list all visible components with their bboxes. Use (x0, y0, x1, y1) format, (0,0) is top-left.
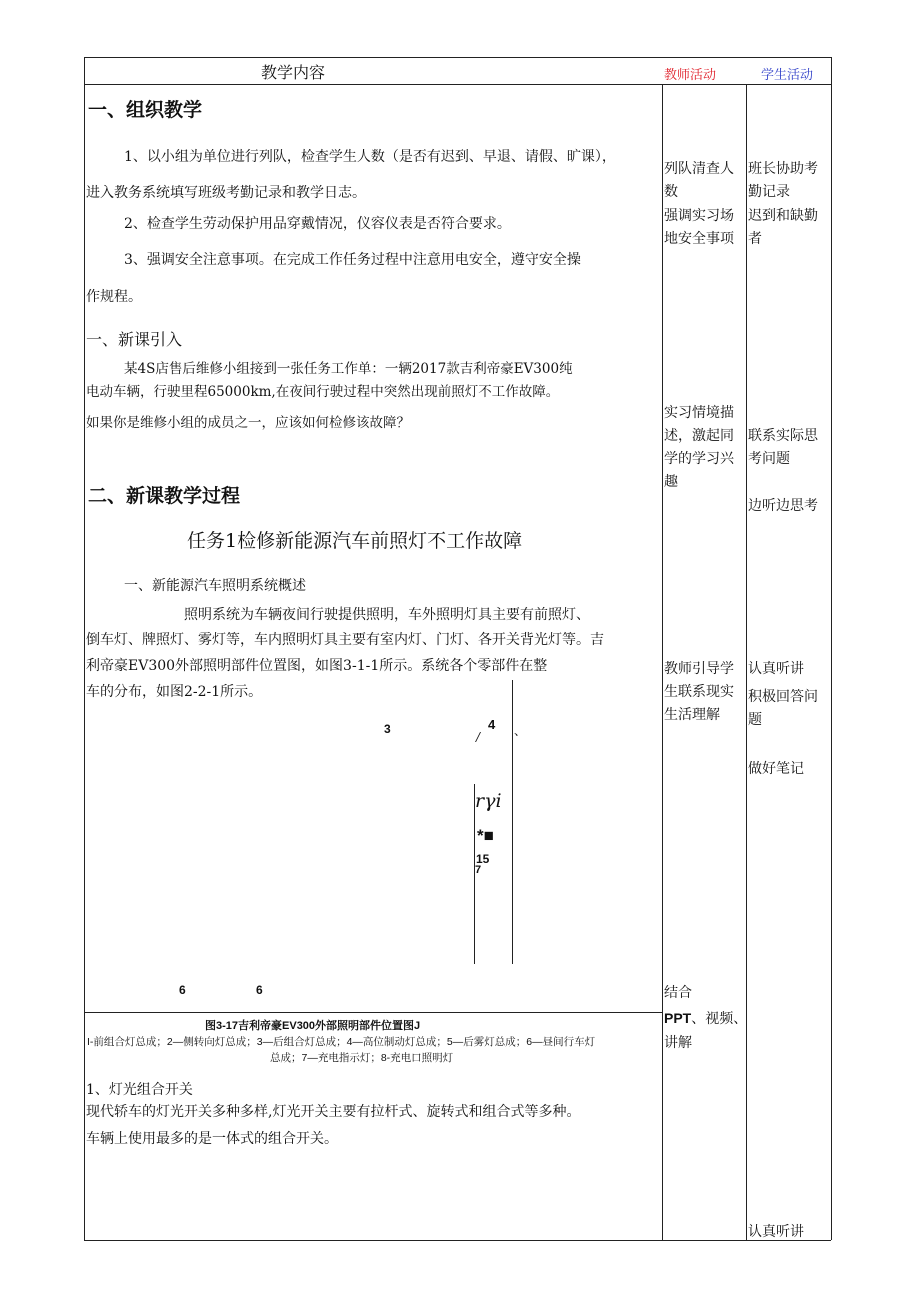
teacher-activity-video: 、视频、 (691, 1011, 748, 1027)
student-col-border (746, 84, 747, 1240)
lighting-body-line-1: 照明系统为车辆夜间行驶提供照明，车外照明灯具主要有前照灯、 (184, 607, 590, 623)
header-teacher-label: 教师活动 (664, 68, 717, 83)
figure-caption-line-2: 总成；7—充电指示灯；8-充电口照明灯 (270, 1052, 454, 1064)
light-switch-line-2: 车辆上使用最多的是一体式的组合开关。 (86, 1131, 338, 1147)
intro-line-2: 电动车辆，行驶里程65000km,在夜间行驶过程中突然出现前照灯不工作故障。 (86, 384, 560, 400)
organize-item-3-line-2: 作规程。 (86, 289, 142, 305)
figure-label-3: 3 (384, 722, 391, 736)
header-student-label: 学生活动 (761, 68, 814, 83)
header-row-border (84, 84, 831, 85)
figure-label-6a: 6 (179, 983, 186, 997)
light-switch-line-1: 现代轿车的灯光开关多种多样,灯光开关主要有拉杆式、旋转式和组合式等多种。 (86, 1104, 581, 1120)
teacher-activity-safety: 强调实习场地安全事项 (664, 208, 734, 247)
student-activity-listen-think: 边听边思考 (748, 498, 818, 514)
light-switch-heading: 1、灯光组合开关 (86, 1082, 193, 1098)
teacher-activity-ppt: PPT (664, 1010, 692, 1026)
teacher-col-border (662, 84, 663, 1240)
lighting-body-line-3: 利帝豪EV300外部照明部件位置图，如图3-1-1所示。系统各个零部件在整 (86, 658, 548, 674)
figure-label-7: 7 (475, 864, 482, 876)
figure-line-right (512, 680, 513, 964)
teacher-activity-attendance: 列队清查人数 (664, 161, 734, 200)
organize-item-2: 2、检查学生劳动保护用品穿戴情况，仪容仪表是否符合要求。 (124, 216, 511, 232)
lighting-body-line-2: 倒车灯、牌照灯、雾灯等，车内照明灯具主要有室内灯、门灯、各开关背光灯等。吉 (86, 632, 604, 648)
lighting-body-line-4: 车的分布，如图2-2-1所示。 (86, 684, 263, 700)
figure-comma: 、 (514, 724, 527, 738)
figure-glyph-star: *■ (477, 826, 494, 845)
intro-line-3: 如果你是维修小组的成员之一，应该如何检修该故障？ (86, 415, 410, 431)
table-bottom-border (84, 1240, 831, 1241)
student-activity-listen-2: 认真听讲 (748, 1224, 804, 1240)
figure-label-4: 4 (488, 717, 496, 732)
figure-caption-line-1: I-前组合灯总成；2—侧转向灯总成；3—后组合灯总成；4—高位制动灯总成；5—后雾灯总成；6—昼间行车灯 (87, 1036, 596, 1048)
figure-caption-title: 图3-17吉利帝豪EV300外部照明部件位置图J (205, 1020, 421, 1032)
organize-item-3-line-1: 3、强调安全注意事项。在完成工作任务过程中注意用电安全，遵守安全操 (124, 252, 581, 268)
intro-line-1: 某4S店售后维修小组接到一张任务工作单：一辆2017款吉利帝豪EV300纯 (124, 361, 573, 377)
figure-glyph-gamma: rγi (475, 790, 502, 812)
student-activity-attendance: 班长协助考勤记录 (748, 161, 818, 200)
section-process-title: 二、新课教学过程 (88, 485, 241, 507)
table-left-border (84, 57, 85, 1240)
header-content-label: 教学内容 (261, 63, 326, 82)
task-title: 任务1检修新能源汽车前照灯不工作故障 (187, 530, 523, 552)
organize-item-1-line-2: 进入教务系统填写班级考勤记录和教学日志。 (86, 185, 366, 201)
lighting-overview-heading: 一、新能源汽车照明系统概述 (124, 578, 306, 594)
student-activity-listen: 认真听讲 (748, 661, 804, 677)
teacher-activity-guidance: 教师引导学生联系现实生活理解 (664, 661, 734, 723)
teacher-activity-scenario: 实习情境描述，激起同学的学习兴趣 (664, 405, 734, 490)
figure-label-15: 15 (476, 852, 490, 866)
table-right-border (831, 57, 832, 1240)
figure-caption-divider (84, 1012, 662, 1013)
student-activity-absent: 迟到和缺勤者 (748, 208, 818, 247)
student-activity-notes: 做好笔记 (748, 761, 804, 777)
student-activity-think-real: 联系实际思考问题 (748, 428, 818, 467)
teacher-activity-combine: 结合 (664, 985, 692, 1001)
section-organize-title: 一、组织教学 (88, 99, 203, 121)
student-activity-answer: 积极回答问题 (748, 689, 818, 728)
figure-slash: / (476, 730, 481, 744)
teacher-activity-explain: 讲解 (664, 1035, 692, 1051)
figure-label-6b: 6 (256, 983, 263, 997)
teacher-activity-media (664, 1007, 747, 1031)
section-intro-title: 一、新课引入 (86, 330, 183, 349)
organize-item-1-line-1: 1、以小组为单位进行列队，检查学生人数（是否有迟到、早退、请假、旷课）， (124, 149, 616, 165)
table-top-border (84, 57, 831, 58)
